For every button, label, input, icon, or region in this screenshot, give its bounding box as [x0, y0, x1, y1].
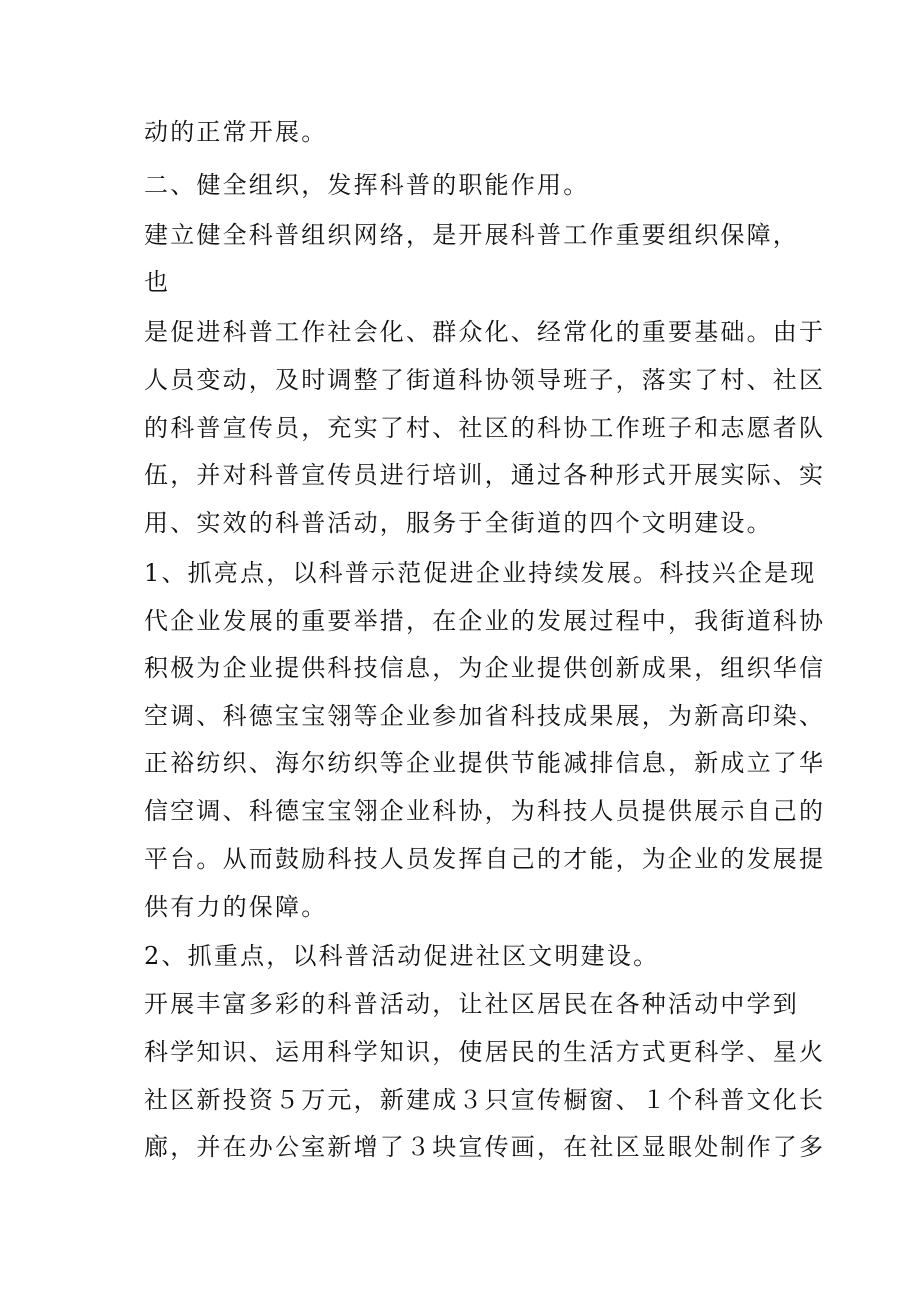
text-line: 供有力的保障。: [144, 893, 328, 921]
text-line: 积极为企业提供科技信息，为企业提供创新成果，组织华信: [144, 654, 826, 682]
text-line: 代企业发展的重要举措，在企业的发展过程中，我街道科协: [144, 607, 826, 635]
text-line: 人员变动，及时调整了街道科协领导班子，落实了村、社区: [144, 366, 826, 394]
text-line: 的科普宣传员，充实了村、社区的科协工作班子和志愿者队: [144, 414, 826, 442]
text-line: 是促进科普工作社会化、群众化、经常化的重要基础。由于: [144, 318, 826, 346]
text-line: 1、抓亮点，以科普示范促进企业持续发展。科技兴企是现: [144, 559, 817, 587]
text-line: 社区新投资５万元，新建成３只宣传橱窗、１个科普文化长: [144, 1086, 826, 1114]
section-heading: 二、健全组织，发挥科普的职能作用。: [144, 171, 590, 199]
text-line: 也: [144, 268, 171, 296]
text-line: 建立健全科普组织网络，是开展科普工作重要组织保障，: [144, 221, 799, 249]
text-line: 廊，并在办公室新增了３块宣传画，在社区显眼处制作了多: [144, 1133, 826, 1161]
text-line: 用、实效的科普活动，服务于全街道的四个文明建设。: [144, 509, 773, 537]
text-line: 科学知识、运用科学知识，使居民的生活方式更科学、星火: [144, 1038, 826, 1066]
text-line: 平台。从而鼓励科技人员发挥自己的才能，为企业的发展提: [144, 845, 826, 873]
text-line: 动的正常开展。: [144, 118, 328, 146]
text-line: 伍，并对科普宣传员进行培训，通过各种形式开展实际、实: [144, 461, 826, 489]
section-heading: 2、抓重点，以科普活动促进社区文明建设。: [144, 942, 660, 970]
text-line: 空调、科德宝宝翎等企业参加省科技成果展，为新高印染、: [144, 702, 826, 730]
text-line: 正裕纺织、海尔纺织等企业提供节能减排信息，新成立了华: [144, 749, 826, 777]
text-line: 信空调、科德宝宝翎企业科协，为科技人员提供展示自己的: [144, 797, 826, 825]
text-line: 开展丰富多彩的科普活动，让社区居民在各种活动中学到: [144, 990, 799, 1018]
